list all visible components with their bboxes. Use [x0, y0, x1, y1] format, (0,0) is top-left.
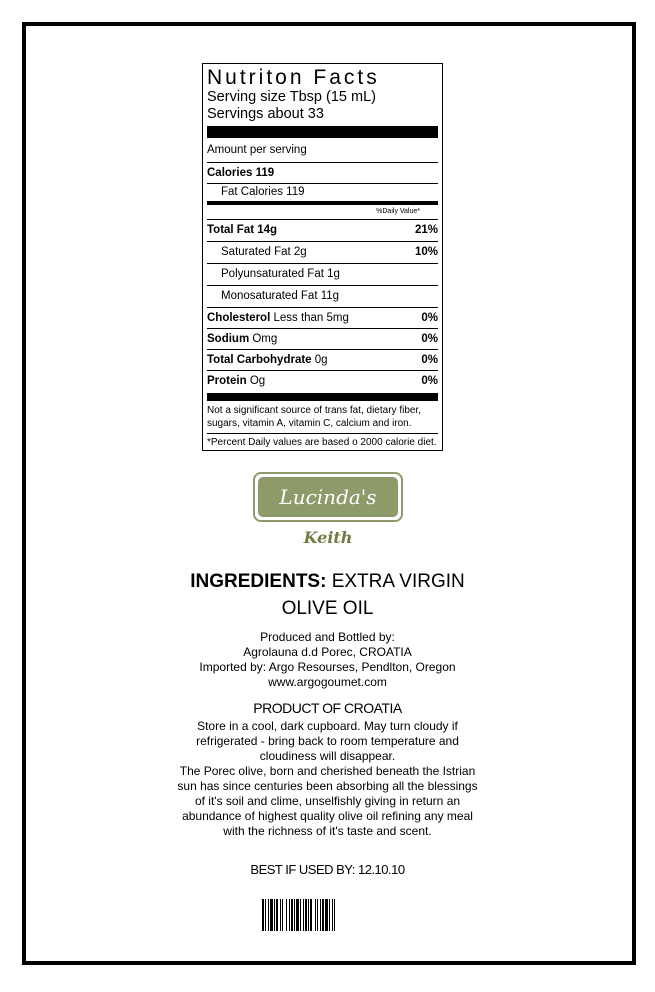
nutrient-label	[207, 329, 277, 349]
calories: Calories 119	[207, 167, 275, 179]
barcode-bar	[276, 899, 278, 931]
nutrient-row	[207, 220, 438, 241]
barcode-bar	[294, 899, 295, 931]
nutrient-label-rest: Less than 5mg	[270, 312, 349, 324]
footnote-trans-fat: Not a significant source of trans fat, dietary fiber, sugars, vitamin A, vitamin C, calcium and iron.	[207, 405, 421, 429]
servings-per-container: Servings about 33	[207, 106, 324, 122]
nutrient-row	[207, 242, 438, 263]
brand-logo-plate	[258, 477, 398, 517]
barcode-bar	[308, 899, 309, 931]
barcode-bar	[291, 899, 293, 931]
nutrient-label	[207, 371, 265, 391]
nutrient-label-rest: Og	[246, 375, 266, 387]
barcode-bar	[305, 899, 307, 931]
description-line: Store in a cool, dark cupboard. May turn cloudy if	[197, 719, 458, 733]
nutrient-row	[207, 329, 438, 349]
country-of-origin: PRODUCT OF CROATIA	[253, 700, 402, 716]
nutrient-value: 0%	[421, 312, 438, 324]
fat-calories: Fat Calories 119	[221, 186, 305, 198]
barcode-bar	[274, 899, 275, 931]
ingredients-label: INGREDIENTS:	[190, 571, 327, 592]
barcode-bar	[289, 899, 290, 931]
barcode-bar	[315, 899, 316, 931]
nutrient-value: 0%	[421, 354, 438, 366]
barcode-bar	[332, 899, 333, 931]
ingredients-text-1: EXTRA VIRGIN	[326, 571, 465, 592]
barcode-bar	[262, 899, 264, 931]
nutrient-value: 10%	[414, 246, 438, 258]
nutrient-value: 0%	[421, 333, 438, 345]
description-line: refrigerated - bring back to room temperature and	[196, 734, 459, 748]
barcode-bar	[296, 899, 299, 931]
nutrient-row	[207, 286, 438, 307]
serving-size: Serving size Tbsp (15 mL)	[207, 89, 376, 105]
importer-line: Imported by: Argo Resourses, Pendlton, Oregon	[199, 660, 456, 674]
barcode-bar	[265, 899, 266, 931]
producer-line: Produced and Bottled by:	[260, 630, 395, 644]
description-line: abundance of highest quality olive oil refining any meal	[182, 809, 473, 823]
thick-divider	[207, 393, 438, 401]
barcode-bar	[268, 899, 269, 931]
footnote-daily-values: *Percent Daily values are based o 2000 calorie diet.	[207, 437, 437, 448]
description-line: cloudiness will disappear.	[259, 749, 396, 763]
barcode-bar	[320, 899, 321, 931]
fat-calories-row	[207, 184, 438, 201]
amount-per-serving-row	[207, 138, 438, 162]
barcode-bar	[322, 899, 324, 931]
barcode-bar	[310, 899, 312, 931]
brand-name: Lucinda's	[279, 485, 377, 509]
nutrient-row	[207, 371, 438, 391]
nutrient-label-rest: Omg	[249, 333, 278, 345]
daily-value-header: %Daily Value*	[376, 208, 420, 215]
brand-logo	[253, 472, 403, 522]
barcode-bar	[300, 899, 301, 931]
nutrient-label	[207, 308, 349, 328]
ingredients	[0, 568, 655, 622]
nutrient-label-bold: Protein	[207, 375, 247, 387]
ingredients-line-1	[0, 568, 655, 595]
amount-per-serving: Amount per serving	[207, 144, 307, 156]
description-line: sun has since centuries been absorbing all the blessings	[177, 779, 478, 793]
nutrient-row	[207, 308, 438, 328]
ingredients-text-2: OLIVE OIL	[281, 598, 374, 619]
barcode-bar	[280, 899, 281, 931]
barcode-bar	[303, 899, 304, 931]
barcode-bar	[329, 899, 330, 931]
calories-row	[207, 163, 438, 183]
description-line: of it's soil and clime, unselfishly giving in return an	[194, 794, 461, 808]
barcode-bar	[282, 899, 283, 931]
barcode-bar	[270, 899, 273, 931]
website: www.argogoumet.com	[268, 675, 387, 689]
nutrient-label: Polyunsaturated Fat 1g	[221, 268, 340, 280]
barcode-bar	[334, 899, 335, 931]
nutrient-label-bold: Cholesterol	[207, 312, 271, 324]
divider	[207, 433, 438, 434]
nutrient-row	[207, 350, 438, 370]
thick-divider	[207, 126, 438, 138]
description-line: with the richness of it's taste and scent.	[223, 824, 432, 838]
barcode-bar	[325, 899, 328, 931]
nutrient-value: 21%	[414, 224, 438, 236]
nutrient-row	[207, 264, 438, 285]
nutrient-label-bold: Total Carbohydrate	[207, 354, 312, 366]
barcode-bar	[286, 899, 287, 931]
nutrient-label	[207, 350, 328, 370]
nutrition-facts-panel	[202, 63, 443, 451]
nutrient-label-rest: 0g	[311, 354, 328, 366]
nutrition-title: Nutriton Facts	[207, 66, 380, 89]
barcode-bar	[317, 899, 318, 931]
nutrient-label: Saturated Fat 2g	[221, 246, 307, 258]
nutrient-label: Total Fat 14g	[207, 224, 278, 236]
nutrient-label-bold: Sodium	[207, 333, 250, 345]
nutrient-label: Monosaturated Fat 11g	[221, 290, 340, 302]
nutrient-value: 0%	[421, 375, 438, 387]
barcode-icon	[262, 899, 392, 931]
best-by-date: BEST IF USED BY: 12.10.10	[250, 862, 405, 877]
brand-signature: Keith	[303, 528, 353, 547]
description-line: The Porec olive, born and cherished beneath the Istrian	[179, 764, 476, 778]
description	[0, 719, 655, 839]
producer-line: Agrolauna d.d Porec, CROATIA	[243, 645, 412, 659]
producer-info	[0, 630, 655, 690]
